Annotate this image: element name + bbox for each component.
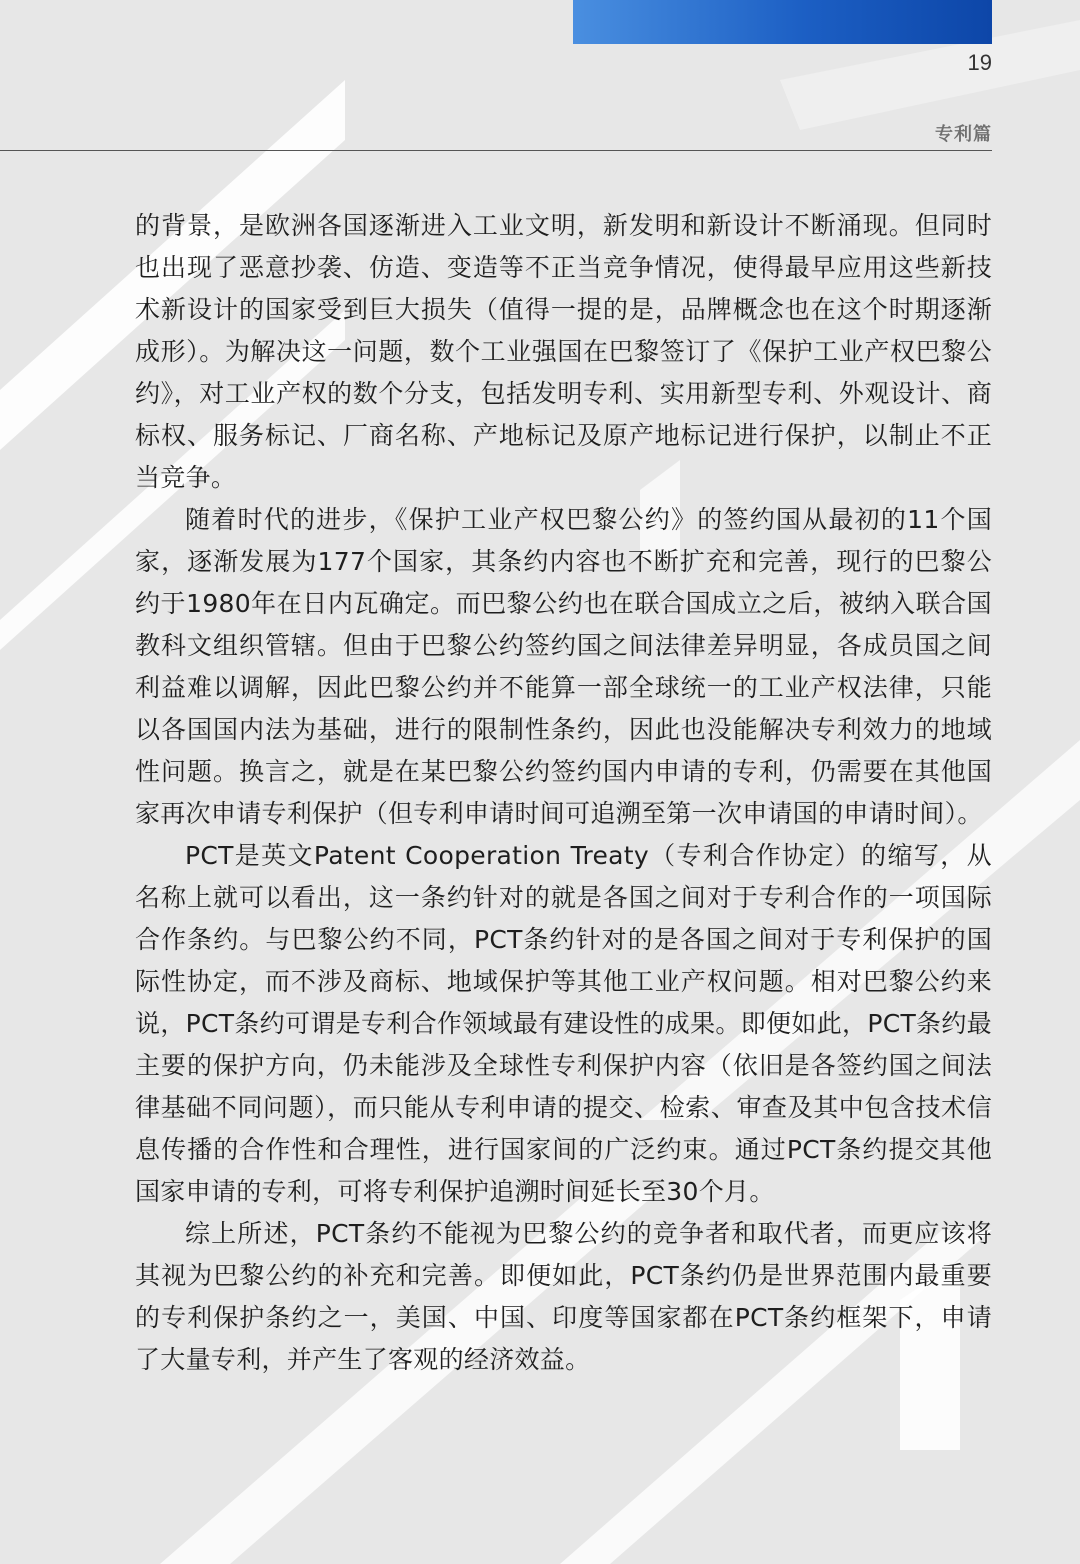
page-number: 19 [967,50,992,75]
paragraph: PCT是英文Patent Cooperation Treaty（专利合作协定）的缩写，从名称上就可以看出，这一条约针对的就是各国之间对于专利合作的一项国际合作条约。与巴黎公约不同，PCT条约针对的是各国之间对于专利保护的国际性协定，而不涉及商标、地域保护等其他工业产权问题。相对巴黎公约来说，PCT条约可谓是专利合作领域最有建设性的成果。即便如此，PCT条约最主要的保护方向，仍未能涉及全球性专利保护内容（依旧是各签约国之间法律基础不同问题），而只能从专利申请的提交、检索、审查及其中包含技术信息传播的合作性和合理性，进行国家间的广泛约束。通过PCT条约提交其他国家申请的专利，可将专利保护追溯时间延长至30个月。 [135,841,992,1206]
header-divider [0,150,992,151]
body-text [135,205,992,1381]
paragraph: 综上所述，PCT条约不能视为巴黎公约的竞争者和取代者，而更应该将其视为巴黎公约的补充和完善。即便如此，PCT条约仍是世界范围内最重要的专利保护条约之一，美国、中国、印度等国家都在PCT条约框架下，申请了大量专利，并产生了客观的经济效益。 [135,1219,992,1374]
header-accent-bar [573,0,992,44]
paragraph: 随着时代的进步，《保护工业产权巴黎公约》的签约国从最初的11个国家，逐渐发展为177个国家，其条约内容也不断扩充和完善，现行的巴黎公约于1980年在日内瓦确定。而巴黎公约也在联合国成立之后，被纳入联合国教科文组织管辖。但由于巴黎公约签约国之间法律差异明显，各成员国之间利益难以调解，因此巴黎公约并不能算一部全球统一的工业产权法律，只能以各国国内法为基础，进行的限制性条约，因此也没能解决专利效力的地域性问题。换言之，就是在某巴黎公约签约国内申请的专利，仍需要在其他国家再次申请专利保护（但专利申请时间可追溯至第一次申请国的申请时间）。 [135,505,992,828]
paragraph: 的背景，是欧洲各国逐渐进入工业文明，新发明和新设计不断涌现。但同时也出现了恶意抄袭、仿造、变造等不正当竞争情况，使得最早应用这些新技术新设计的国家受到巨大损失（值得一提的是，品牌概念也在这个时期逐渐成形）。为解决这一问题，数个工业强国在巴黎签订了《保护工业产权巴黎公约》，对工业产权的数个分支，包括发明专利、实用新型专利、外观设计、商标权、服务标记、厂商名称、产地标记及原产地标记进行保护，以制止不正当竞争。 [135,211,992,492]
section-label: 专利篇 [935,124,992,145]
